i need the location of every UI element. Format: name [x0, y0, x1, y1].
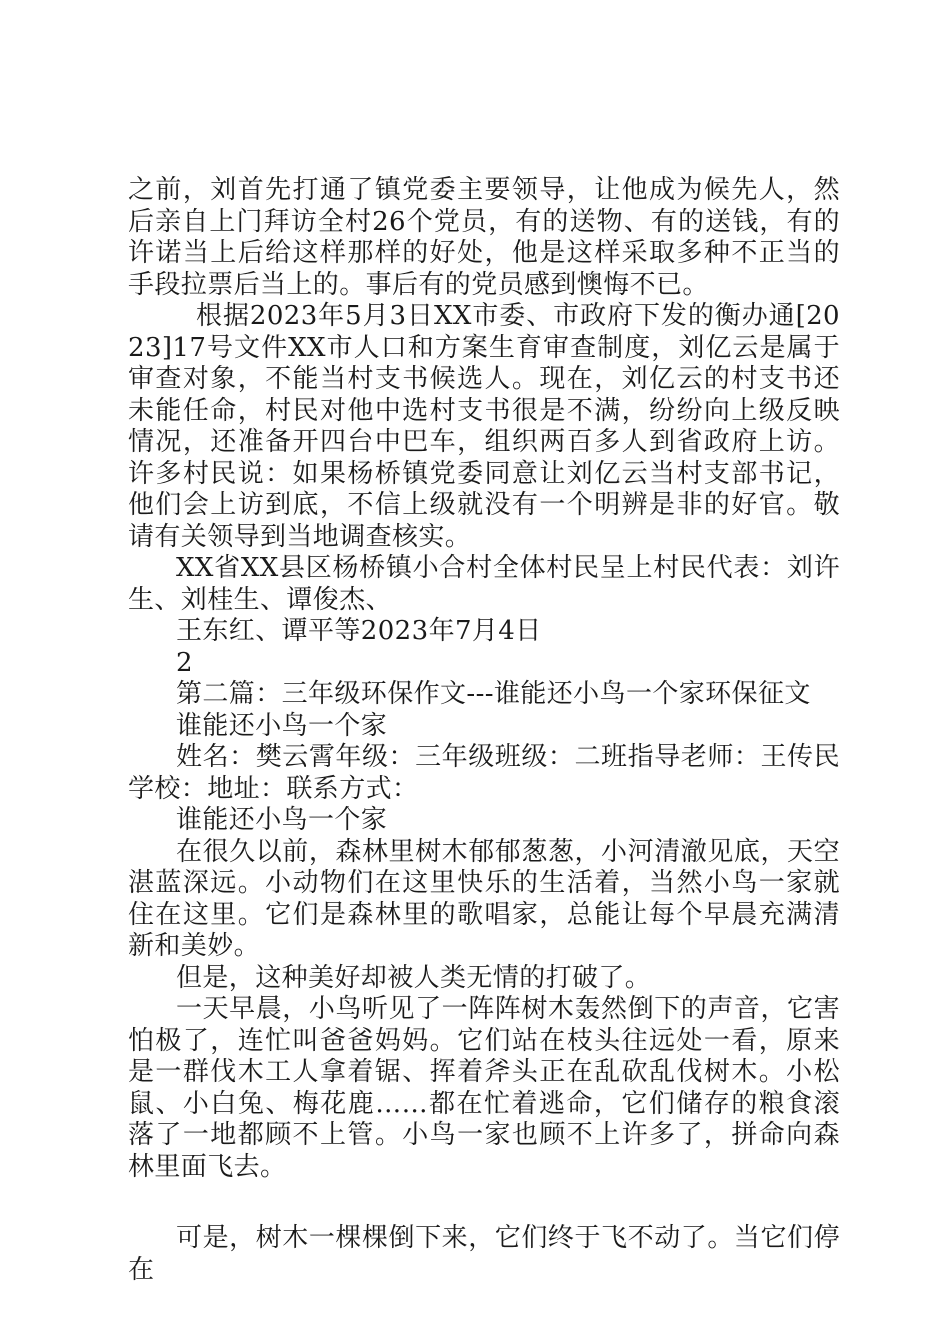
paragraph-bribery-account: 之前，刘首先打通了镇党委主要领导，让他成为候先人，然后亲自上门拜访全村26个党员，有的送物、有的送钱，有的许诺当上后给这样那样的好处，他是这样采取多种不正当的手段拉票后当上的。事后有的党员感到懊悔不已。	[128, 175, 840, 300]
paragraph-signature-date: 王东红、谭平等2023年7月4日	[176, 616, 542, 646]
author-info: 姓名：樊云霄年级：三年级班级：二班指导老师：王传民学校：地址：联系方式：	[128, 742, 840, 804]
paragraph-policy-complaint: 根据2023年5月3日XX市委、市政府下发的衡办通[2023]17号文件XX市人口和方案生育审查制度，刘亿云是属于审查对象，不能当村支书候选人。现在，刘亿云的村支书还未能任命，村民对他中选村支书很是不满，纷纷向上级反映情况，还准备开四台中巴车，组织两百多人到省政府上访。许多村民说：如果杨桥镇党委同意让刘亿云当村支部书记，他们会上访到底，不信上级就没有一个明辨是非的好官。敬请有关领导到当地调查核实。	[128, 301, 840, 552]
essay-paragraph-falling-trees: 可是，树木一棵棵倒下来，它们终于飞不动了。当它们停在	[128, 1223, 840, 1285]
document-body	[128, 175, 840, 1286]
section-heading: 第二篇：三年级环保作文---谁能还小鸟一个家环保征文	[176, 679, 811, 709]
essay-paragraph-forest: 在很久以前，森林里树木郁郁葱葱，小河清澈见底，天空湛蓝深远。小动物们在这里快乐的生活着，当然小鸟一家就住在这里。它们是森林里的歌唱家，总能让每个早晨充满清新和美妙。	[128, 836, 840, 961]
essay-title: 谁能还小鸟一个家	[176, 710, 388, 741]
essay-title-repeat: 谁能还小鸟一个家	[176, 805, 388, 835]
page-number: 2	[176, 647, 193, 678]
paragraph-gap	[128, 1183, 840, 1223]
paragraph-signatories: XX省XX县区杨桥镇小合村全体村民呈上村民代表：刘许生、刘桂生、谭俊杰、	[128, 553, 840, 615]
essay-paragraph-broken: 但是，这种美好却被人类无情的打破了。	[176, 962, 652, 993]
essay-paragraph-morning: 一天早晨，小鸟听见了一阵阵树木轰然倒下的声音，它害怕极了，连忙叫爸爸妈妈。它们站在枝头往远处一看，原来是一群伐木工人拿着锯、挥着斧头正在乱砍乱伐树木。小松鼠、小白兔、梅花鹿……都在忙着逃命，它们储存的粮食滚落了一地都顾不上管。小鸟一家也顾不上许多了，拼命向森林里面飞去。	[128, 994, 840, 1182]
